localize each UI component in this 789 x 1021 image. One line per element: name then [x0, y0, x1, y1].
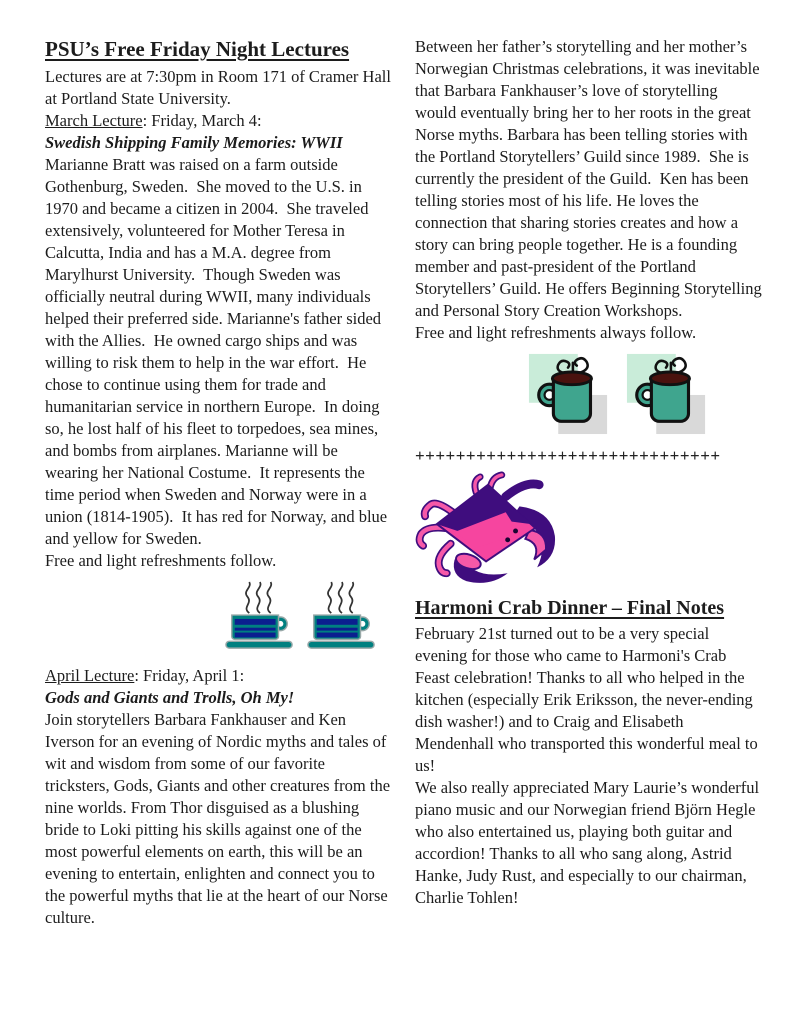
april-lecture-line — [45, 665, 392, 687]
march-lecture-title: Swedish Shipping Family Memories: WWII — [45, 133, 343, 152]
april-lecture-title: Gods and Giants and Trolls, Oh My! — [45, 688, 295, 707]
coffee-cups-illustration — [45, 578, 378, 661]
coffee-cup-icon — [306, 578, 378, 661]
plus-divider: ++++++++++++++++++++++++++++++ — [415, 446, 721, 465]
harmoni-paragraph-1: February 21st turned out to be a very special evening for those who came to Harmoni's Crab Feast celebration! Thanks to all who helped in the kitchen (especially Erik Eriksson, the never-ending dish washer!) and to Craig and Elisabeth Mendenhall who transported this wonderful meal to us! — [415, 624, 762, 775]
coffee-cup-icon — [224, 578, 296, 661]
march-lecture-line — [45, 110, 392, 132]
crab-illustration — [415, 471, 762, 589]
mugs-illustration — [527, 348, 762, 443]
right-column — [415, 36, 766, 909]
lecture-intro: Lectures are at 7:30pm in Room 171 of Cramer Hall at Portland State University. — [45, 67, 396, 108]
storytellers-bio: Between her father’s storytelling and her mother’s Norwegian Christmas celebrations, it was inevitable that Barbara Fankhauser’s love of storytelling would eventually bring her to her roots in the great Norse myths. Barbara has been telling stories with the Portland Storytellers’ Guild since 1989. She is currently the president of the Guild. Ken has been telling stories most of his life. He loves the connection that sharing stories creates and how a story can bring people together. He is a founding member and past-president of the Portland Storytellers’ Guild. He offers Beginning Storytelling and Personal Story Creation Workshops. — [415, 37, 766, 320]
refreshments-note-right: Free and light refreshments always follow. — [415, 323, 697, 342]
april-lecture-body: Join storytellers Barbara Fankhauser and Ken Iverson for an evening of Nordic myths and tales of wit and wisdom from some of our favorite tricksters, Gods, Giants and other creatures from the nine worlds. From Thor disguised as a blushing bride to Loki pitting his skills against one of the most powerful elements on earth, this will be an evening to entertain, enlighten and connect you to the powerful myths that lie at the heart of our Norse culture. — [45, 710, 395, 927]
harmoni-paragraph-2: We also really appreciated Mary Laurie’s wonderful piano music and our Norwegian friend Björn Hegle who also entertained us, playing both guitar and accordion! Thanks to all who sang along, Astrid Hanke, Judy Rust, and especially to our chairman, Charlie Tohlen! — [415, 778, 764, 907]
mug-icon — [527, 348, 611, 443]
crab-icon — [415, 574, 563, 591]
page-title: PSU’s Free Friday Night Lectures — [45, 37, 350, 61]
march-lecture-label: March Lecture — [45, 111, 143, 130]
left-column — [45, 36, 396, 929]
mug-icon — [625, 348, 709, 443]
april-lecture-date: : Friday, April 1: — [134, 666, 245, 685]
harmoni-heading: Harmoni Crab Dinner – Final Notes — [415, 597, 725, 619]
april-lecture-label: April Lecture — [45, 666, 135, 685]
march-lecture-body: Marianne Bratt was raised on a farm outside Gothenburg, Sweden. She moved to the U.S. in 1970 and became a citizen in 2004. She traveled extensively, volunteered for Mother Teresa in Calcutta, India and has a M.A. degree from Marylhurst University. Though Sweden was officially neutral during WWII, many individuals helped their preferred side. Marianne's father sided with the Allies. He owned cargo ships and was willing to risk them to help in the war effort. He chose to continue using them for trade and humanitarian service in northern Europe. In doing so, he lost half of his fleet to torpedoes, sea mines, and bombs from airplanes. Marianne will be wearing her National Costume. It represents the time period when Sweden and Norway were in a union (1814-1905). It has red for Norway, and blue and yellow for Sweden. — [45, 155, 392, 548]
march-lecture-date: : Friday, March 4: — [142, 111, 262, 130]
refreshments-note-march: Free and light refreshments follow. — [45, 551, 277, 570]
